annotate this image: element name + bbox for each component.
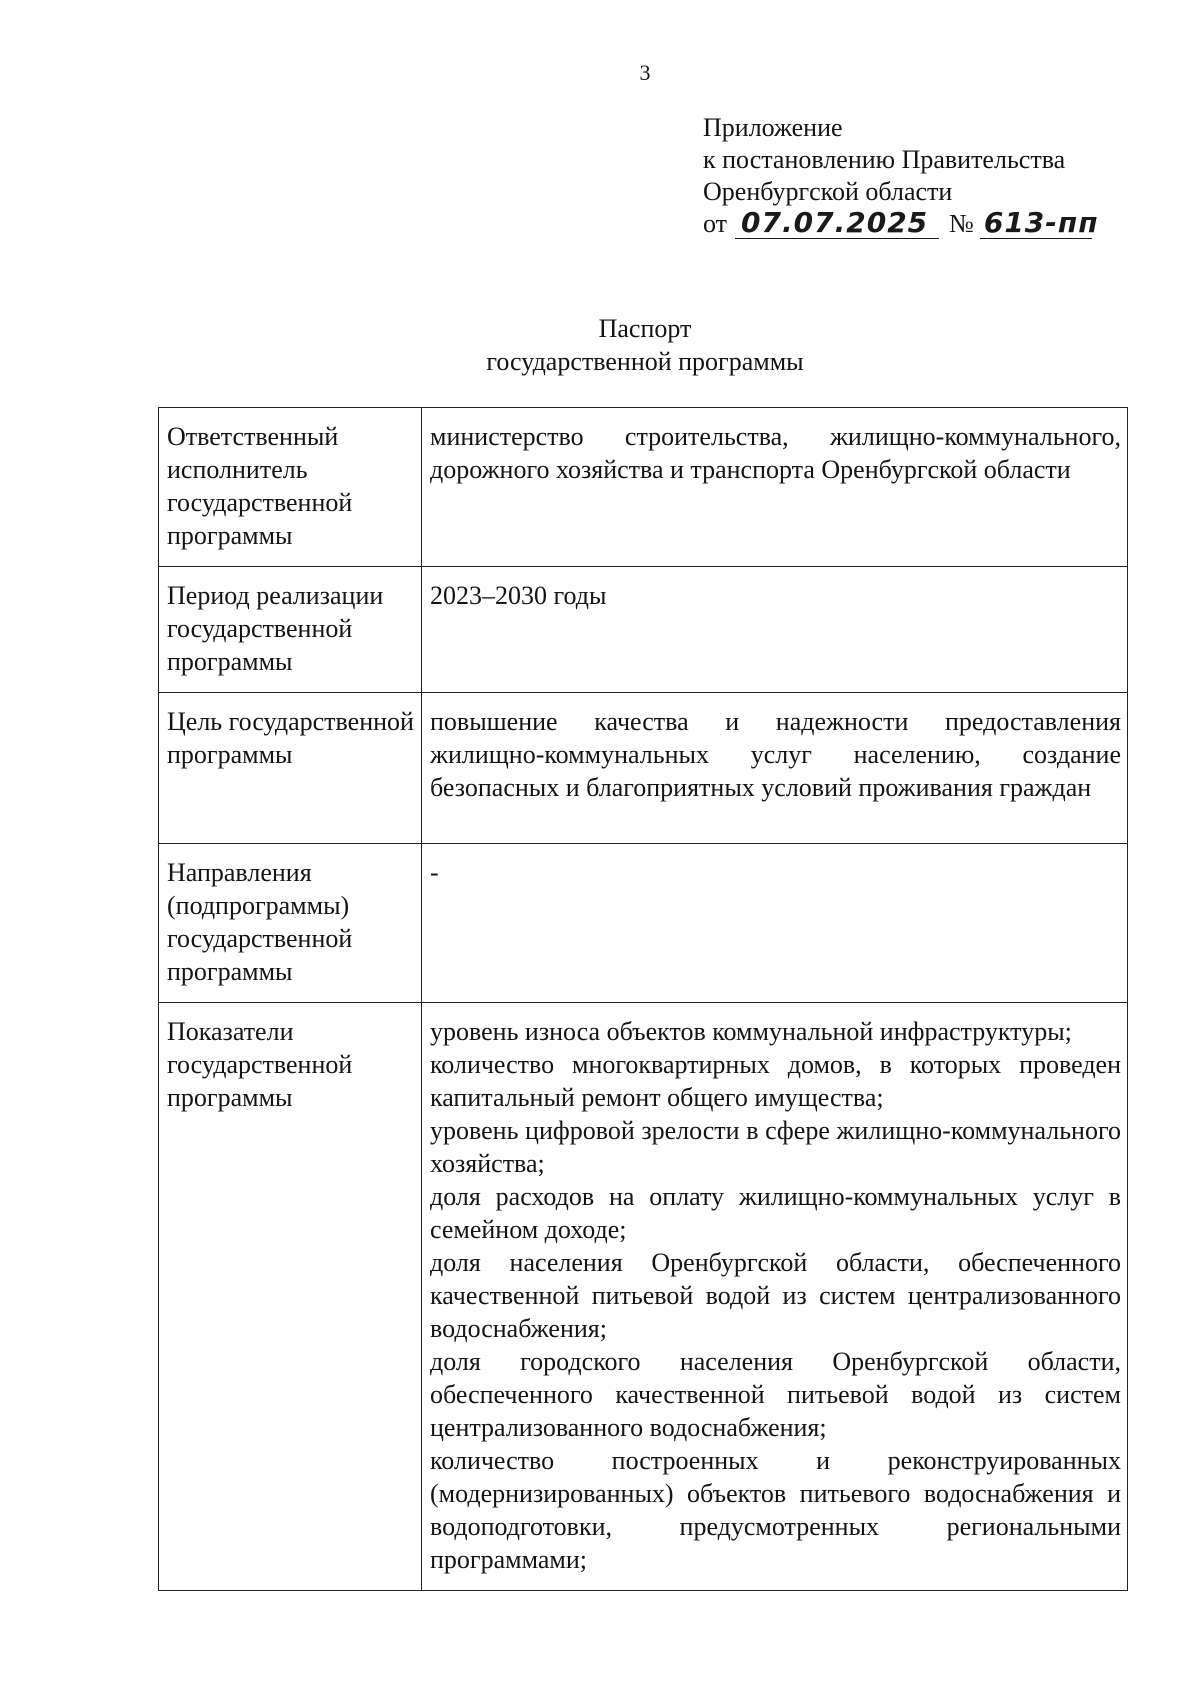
appendix-block (703, 112, 1099, 240)
number-sign: № (949, 209, 974, 238)
indicator-item: количество построенных и реконструированных (модернизированных) объектов питьевого водоснабжения и водоподготовки, предусмотренных региональными программами; (430, 1446, 1121, 1574)
row-value: 2023–2030 годы (422, 567, 1128, 693)
indicator-item: доля населения Оренбургской области, обеспеченного качественной питьевой водой из систем централизованного водоснабжения; (430, 1248, 1121, 1343)
row-value: - (422, 844, 1128, 1003)
indicator-item: количество многоквартирных домов, в которых проведен капитальный ремонт общего имущества; (430, 1050, 1121, 1112)
row-label: Ответственный исполнитель государственной программы (159, 408, 422, 567)
indicator-item: уровень цифровой зрелости в сфере жилищно-коммунального хозяйства; (430, 1116, 1121, 1178)
page-number: 3 (639, 60, 651, 85)
appendix-title: Приложение (703, 113, 843, 142)
table-row-period (159, 567, 1128, 693)
table-row-indicators (159, 1003, 1128, 1591)
decree-date-handwritten: 07.07.2025 (735, 208, 939, 239)
row-value: повышение качества и надежности предоставления жилищно-коммунальных услуг населению, создание безопасных и благоприятных условий проживания граждан (422, 693, 1128, 844)
appendix-decree-line: к постановлению Правительства (703, 145, 1066, 174)
appendix-region-line: Оренбургской области (703, 177, 953, 206)
indicator-item: доля городского населения Оренбургской области, обеспеченного качественной питьевой водой из систем централизованного водоснабжения; (430, 1347, 1121, 1442)
row-label: Направления (подпрограммы) государственной программы (159, 844, 422, 1003)
table-row-goal (159, 693, 1128, 844)
title-program: государственной программы (486, 347, 804, 376)
indicator-item: доля расходов на оплату жилищно-коммунальных услуг в семейном доходе; (430, 1182, 1121, 1244)
indicator-item: уровень износа объектов коммунальной инфраструктуры; (430, 1017, 1072, 1046)
decree-date-number-row (703, 206, 1099, 240)
row-value: министерство строительства, жилищно-коммунального, дорожного хозяйства и транспорта Оренбургской области (422, 408, 1128, 567)
table-row-directions (159, 844, 1128, 1003)
passport-table (158, 407, 1128, 1591)
title-passport: Паспорт (598, 314, 692, 343)
row-label: Показатели государственной программы (159, 1003, 422, 1591)
date-prefix: от (703, 209, 728, 238)
table-row-responsible (159, 408, 1128, 567)
row-label: Период реализации государственной программы (159, 567, 422, 693)
row-value-list (422, 1003, 1128, 1591)
document-title (0, 312, 1200, 378)
row-label: Цель государственной программы (159, 693, 422, 844)
decree-number-handwritten: 613-пп (980, 208, 1092, 239)
